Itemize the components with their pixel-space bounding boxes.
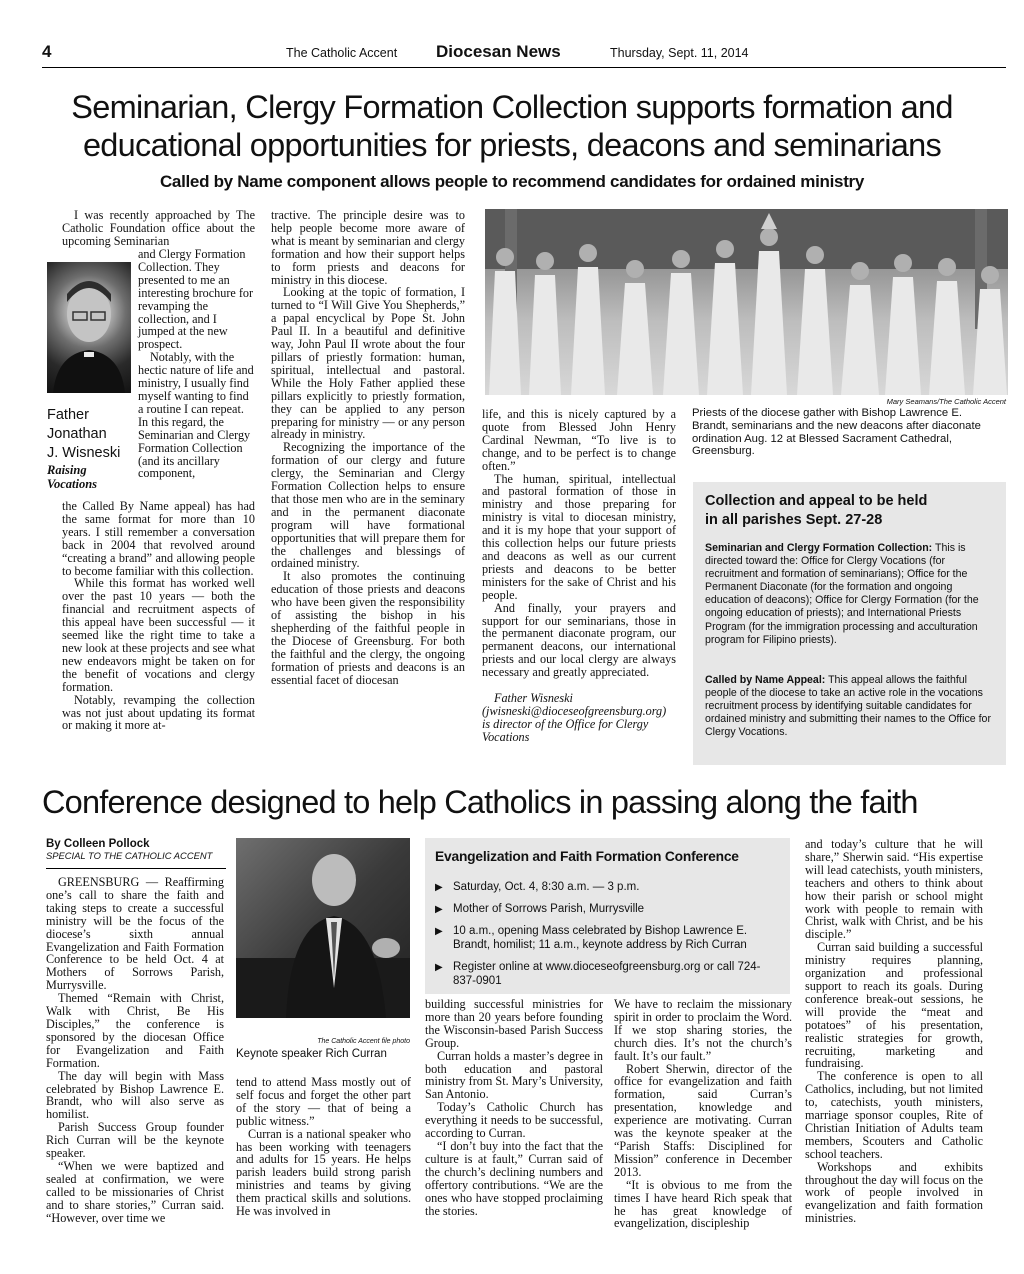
article1-headline-line2: educational opportunities for priests, deacons and seminarians	[82, 127, 942, 163]
sidebar-item-collection	[705, 542, 995, 647]
article1-subhead: Called by Name component allows people to recommend candidates for ordained ministry	[159, 172, 865, 191]
article2-col3-p3: Today’s Catholic Church has everything it needs to be successful, according to Curran.	[425, 1100, 603, 1141]
column-name-line2: Vocations	[47, 477, 98, 491]
article2-col1-p3: The day will begin with Mass celebrated by Bishop Lawrence E. Brandt, who will also serve as homilist.	[46, 1068, 224, 1122]
author-headshot-figure	[47, 262, 131, 393]
column-name-line1: Raising	[47, 463, 87, 477]
sidebar-item2-label: Called by Name Appeal:	[705, 674, 826, 686]
sidebar-title-line1: Collection and appeal to be held	[705, 493, 928, 509]
article2-headline: Conference designed to help Catholics in passing along the faith	[42, 784, 918, 820]
speaker-photo-caption: Keynote speaker Rich Curran	[236, 1048, 387, 1060]
article2-col4-p1: We have to reclaim the missionary spirit in order to proclaim the Word. If we stop sharing stories, the church dies. It’s not the church’s fault. It’s our fault.”	[614, 997, 792, 1063]
issue-date: Thursday, Sept. 11, 2014	[610, 46, 749, 60]
publication-name: The Catholic Accent	[286, 46, 398, 60]
infobox-bullet-register-text: Register online at www.dioceseofgreensburg.org or call 724-837-0901	[453, 961, 761, 987]
article1-col2-p4: It also promotes the continuing education of those priests and deacons who have been given the responsibility of assisting the bishop in his shepherding of the faithful people in the Diocese of Greensburg. For both the faithful and the clergy, the ongoing formation of priests and deacons is an essential facet of diocesan	[271, 569, 465, 687]
group-photo-credit: Mary Seamans/The Catholic Accent	[886, 397, 1006, 406]
byline-rule	[46, 868, 226, 869]
article2-col3-p4: “I don’t buy into the fact that the culture is at fault,” Curran said of the church’s declining numbers and offertory contributions. “We are the ones who have stopped proclaiming the stories.	[425, 1138, 603, 1218]
article2-column3	[425, 998, 603, 1231]
author-byline	[47, 406, 127, 491]
infobox-bullet-location	[435, 902, 775, 916]
article1-col3-p3: And finally, your prayers and support for our seminarians, those in the permanent diaconate program, our permanent deacons, our international priests and our local clergy are always necessary and greatly appreciated.	[482, 600, 676, 680]
author-name-line1: Father	[47, 407, 89, 423]
sidebar-item1-label: Seminarian and Clergy Formation Collection:	[705, 542, 933, 554]
speaker-figure	[236, 838, 410, 1018]
conference-infobox	[425, 838, 790, 994]
infobox-bullet-location-text: Mother of Sorrows Parish, Murrysville	[453, 903, 645, 915]
article1-col1-rest: the Called By Name appeal) has had the same format for more than 10 years. I still remember a conversation back in 2004 that revolved around “creating a brand” and allowing people to become familiar with this collection.	[62, 499, 255, 578]
article1-col1-intro: I was recently approached by The Catholic Foundation office about the upcoming Seminarian	[62, 208, 255, 248]
article1-col1-lower	[62, 500, 255, 768]
article1-col1-p3: While this format has worked well over the past 10 years — both the financial and recruitment aspects of this appeal have been successful — it seemed like the right time to take a new look at these projects and see what new endeavors might be taken on for the benefit of vocations and clergy formation.	[62, 576, 255, 694]
article2-col1-p4: Parish Success Group founder Rich Curran will be the keynote speaker.	[46, 1120, 224, 1161]
infobox-bullet-date-text: Saturday, Oct. 4, 8:30 a.m. — 3 p.m.	[453, 881, 640, 893]
infobox-title: Evangelization and Faith Formation Conference	[435, 849, 739, 864]
article2-col1-p1: GREENSBURG — Reaffirming one’s call to share the faith and taking steps to create a successful ministry will be the focus of the diocese’s sixth annual Evangelization and Faith Formation Conference to be held Oct. 4 at Mothers of Sorrows Parish, Murrysville.	[46, 875, 224, 993]
article2-col3-p1: building successful ministries for more than 20 years before founding the Wisconsin-based Parish Success Group.	[425, 997, 603, 1050]
article1-column2	[271, 209, 465, 769]
article1-headline-line1: Seminarian, Clergy Formation Collection supports formation and	[71, 89, 953, 125]
article2-column5	[805, 838, 983, 1231]
clergy-group-figures	[485, 209, 1008, 395]
article2-col3-p2: Curran holds a master’s degree in both education and pastoral ministry from St. Mary’s University, San Antonio.	[425, 1048, 603, 1102]
article2-byline-role: SPECIAL TO THE CATHOLIC ACCENT	[46, 850, 213, 861]
article1-column3	[482, 408, 676, 768]
bullet-arrow-icon: ▶	[435, 904, 443, 915]
article2-col5-p4: Workshops and exhibits throughout the day will focus on the work of people involved in evangelization and faith formation ministries.	[805, 1159, 983, 1226]
author-name-line3: J. Wisneski	[47, 445, 121, 461]
article1-headline	[40, 88, 984, 164]
article2-col2-p1: tend to attend Mass mostly out of self focus and forget the other part of the story — that of being a public witness.”	[236, 1075, 411, 1128]
sidebar-item-appeal	[705, 674, 995, 739]
bullet-arrow-icon: ▶	[435, 882, 443, 893]
infobox-bullet-register	[435, 960, 775, 988]
article2-byline	[46, 838, 231, 861]
article1-col1-wrap-p2: Notably, with the hectic nature of life and ministry, I usually find myself wanting to find a routine I can repeat. In this regard, the Seminarian and Clergy Formation Collection (and its ancillary component,	[138, 350, 254, 481]
sidebar-title	[705, 492, 995, 530]
article1-col1-p4: Notably, revamping the collection was not just about updating its format or making it more at-	[62, 692, 255, 733]
infobox-list	[435, 880, 775, 996]
header-rule	[42, 67, 1006, 68]
article1-col2-p3: Recognizing the importance of the formation of our clergy and future clergy, the Seminarian and Clergy Formation Collection helps to ensure that those men who are in the seminary and in the permanent diaconate program will have formational opportunities that will prepare them for the challenges and blessings of ordained ministry.	[271, 440, 465, 571]
infobox-bullet-schedule	[435, 924, 775, 952]
article2-col1-p5: “When we were baptized and sealed at confirmation, we were called to be missionaries of Christ and to share stories,” Curran said. “However, over time we	[46, 1158, 224, 1225]
section-name: Diocesan News	[436, 42, 561, 61]
bullet-arrow-icon: ▶	[435, 962, 443, 973]
article2-column4	[614, 998, 792, 1231]
speaker-photo-credit: The Catholic Accent file photo	[317, 1038, 410, 1045]
article2-col1-p2: Themed “Remain with Christ, Walk with Christ, Be His Disciples,” the conference is sponsored by the diocesan Office for Evangelization and Faith Formation.	[46, 991, 224, 1070]
article1-col2-p2: Looking at the topic of formation, I turned to “I Will Give You Shepherds,” a papal encyclical by Pope St. John Paul II. In a beautiful and definitive way, John Paul II wrote about the four pillars of priestly formation: human, spiritual, intellectual and pastoral. While the Holy Father applied these pillars explicitly to priestly formation, they can be applied to any person preparing for ministry — or any person already in ministry.	[271, 285, 465, 442]
clergy-group-photo	[485, 209, 1008, 395]
article2-col5-p2: Curran said building a successful ministry requires planning, organization and professional support to reach its goals. During conference break-out sessions, he will provide the “meat and potatoes” of his presentation, realistic strategies for growth, recruiting, marketing and fundraising.	[805, 940, 983, 1071]
article1-col3-p2: The human, spiritual, intellectual and pastoral formation of those in ministry and those preparing for ministry is vital to diocesan ministry, and it is my hope that your support of this collection helps our future priests and deacons as well as our current priests and deacons to be better ministers for the sake of Christ and his people.	[482, 471, 676, 602]
author-name-line2: Jonathan	[47, 426, 107, 442]
article2-col5-p1: and today’s culture that he will share,” Sherwin said. “His expertise will lead catechists, youth ministers, teachers and others to think about how their parish or school might work with people to remain with Christ, walk with Christ, and be his disciple.”	[805, 837, 983, 942]
sidebar-item2-text: This appeal allows the faithful people of the diocese to take an active role in the vocations recruitment process by identifying suitable candidates for ordained ministry and submitting their names to the Office for Clergy Vocations.	[705, 674, 991, 739]
bullet-arrow-icon: ▶	[435, 926, 443, 937]
group-photo-caption: Priests of the diocese gather with Bishop Lawrence E. Brandt, seminarians and the new deacons after diaconate ordination Aug. 12 at Blessed Sacrament Cathedral, Greensburg.	[692, 407, 981, 458]
article1-col1-wrap	[138, 248, 255, 500]
infobox-bullet-schedule-text: 10 a.m., opening Mass celebrated by Bishop Lawrence E. Brandt, homilist; 11 a.m., keynote address by Rich Curran	[453, 925, 748, 951]
article2-col4-p2: Robert Sherwin, director of the office for evangelization and faith formation, said Curran’s presentation, knowledge and experience are motivating. Curran was the keynote speaker at the “Parish Staffs: Disciplined for Mission” conference in December 2013.	[614, 1061, 792, 1179]
article2-byline-name: By Colleen Pollock	[46, 838, 150, 850]
article1-col3-tagline: Father Wisneski (jwisneski@dioceseofgreensburg.org) is director of the Office for Clergy Vocations	[482, 691, 667, 744]
article1-col1-wrap-p1: and Clergy Formation Collection. They presented to me an interesting brochure for revamping the collection, and I jumped at the new prospect.	[138, 247, 254, 352]
article1-col3-p1: life, and this is nicely captured by a quote from Blessed John Henry Cardinal Newman, “To live is to change, and to be perfect is to change often.”	[482, 407, 676, 473]
article2-col4-p3: “It is obvious to me from the times I have heard Rich speak that he has great knowledge of evangelization, discipleship	[614, 1177, 792, 1231]
article2-column1	[46, 876, 224, 1231]
article2-column2	[236, 1076, 411, 1231]
sidebar-title-line2: in all parishes Sept. 27-28	[705, 512, 883, 528]
infobox-bullet-date	[435, 880, 775, 894]
article2-col2-p2: Curran is a national speaker who has been working with teenagers and adults for 15 years. He helps parish leaders build strong parish ministries and teams by giving them practical skills and solutions. He was involved in	[236, 1126, 411, 1219]
collection-sidebar	[693, 482, 1006, 765]
page-number: 4	[42, 42, 52, 61]
article1-col2-p1: tractive. The principle desire was to help people become more aware of what is meant by seminarian and clergy formation and how their support helps to form priests and deacons for ministry in this diocese.	[271, 208, 465, 287]
speaker-photo	[236, 838, 410, 1018]
sidebar-item1-text: This is directed toward the: Office for Clergy Vocations (for recruitment and formation of seminarians); Office for the Permanent Diaconate (for the formation and ongoing education of deacons); Office for Clergy Formation (for the ongoing education of priests); and International Priests Program (for the immigration processing and acculturation program for Filipino priests).	[705, 542, 979, 646]
author-headshot	[47, 262, 131, 393]
article2-col5-p3: The conference is open to all Catholics, including, but not limited to, catechists, youth ministers, marriage sponsor couples, Rite of Christian Initiation of Adults team members, Scouters and Catholic school teachers.	[805, 1069, 983, 1161]
